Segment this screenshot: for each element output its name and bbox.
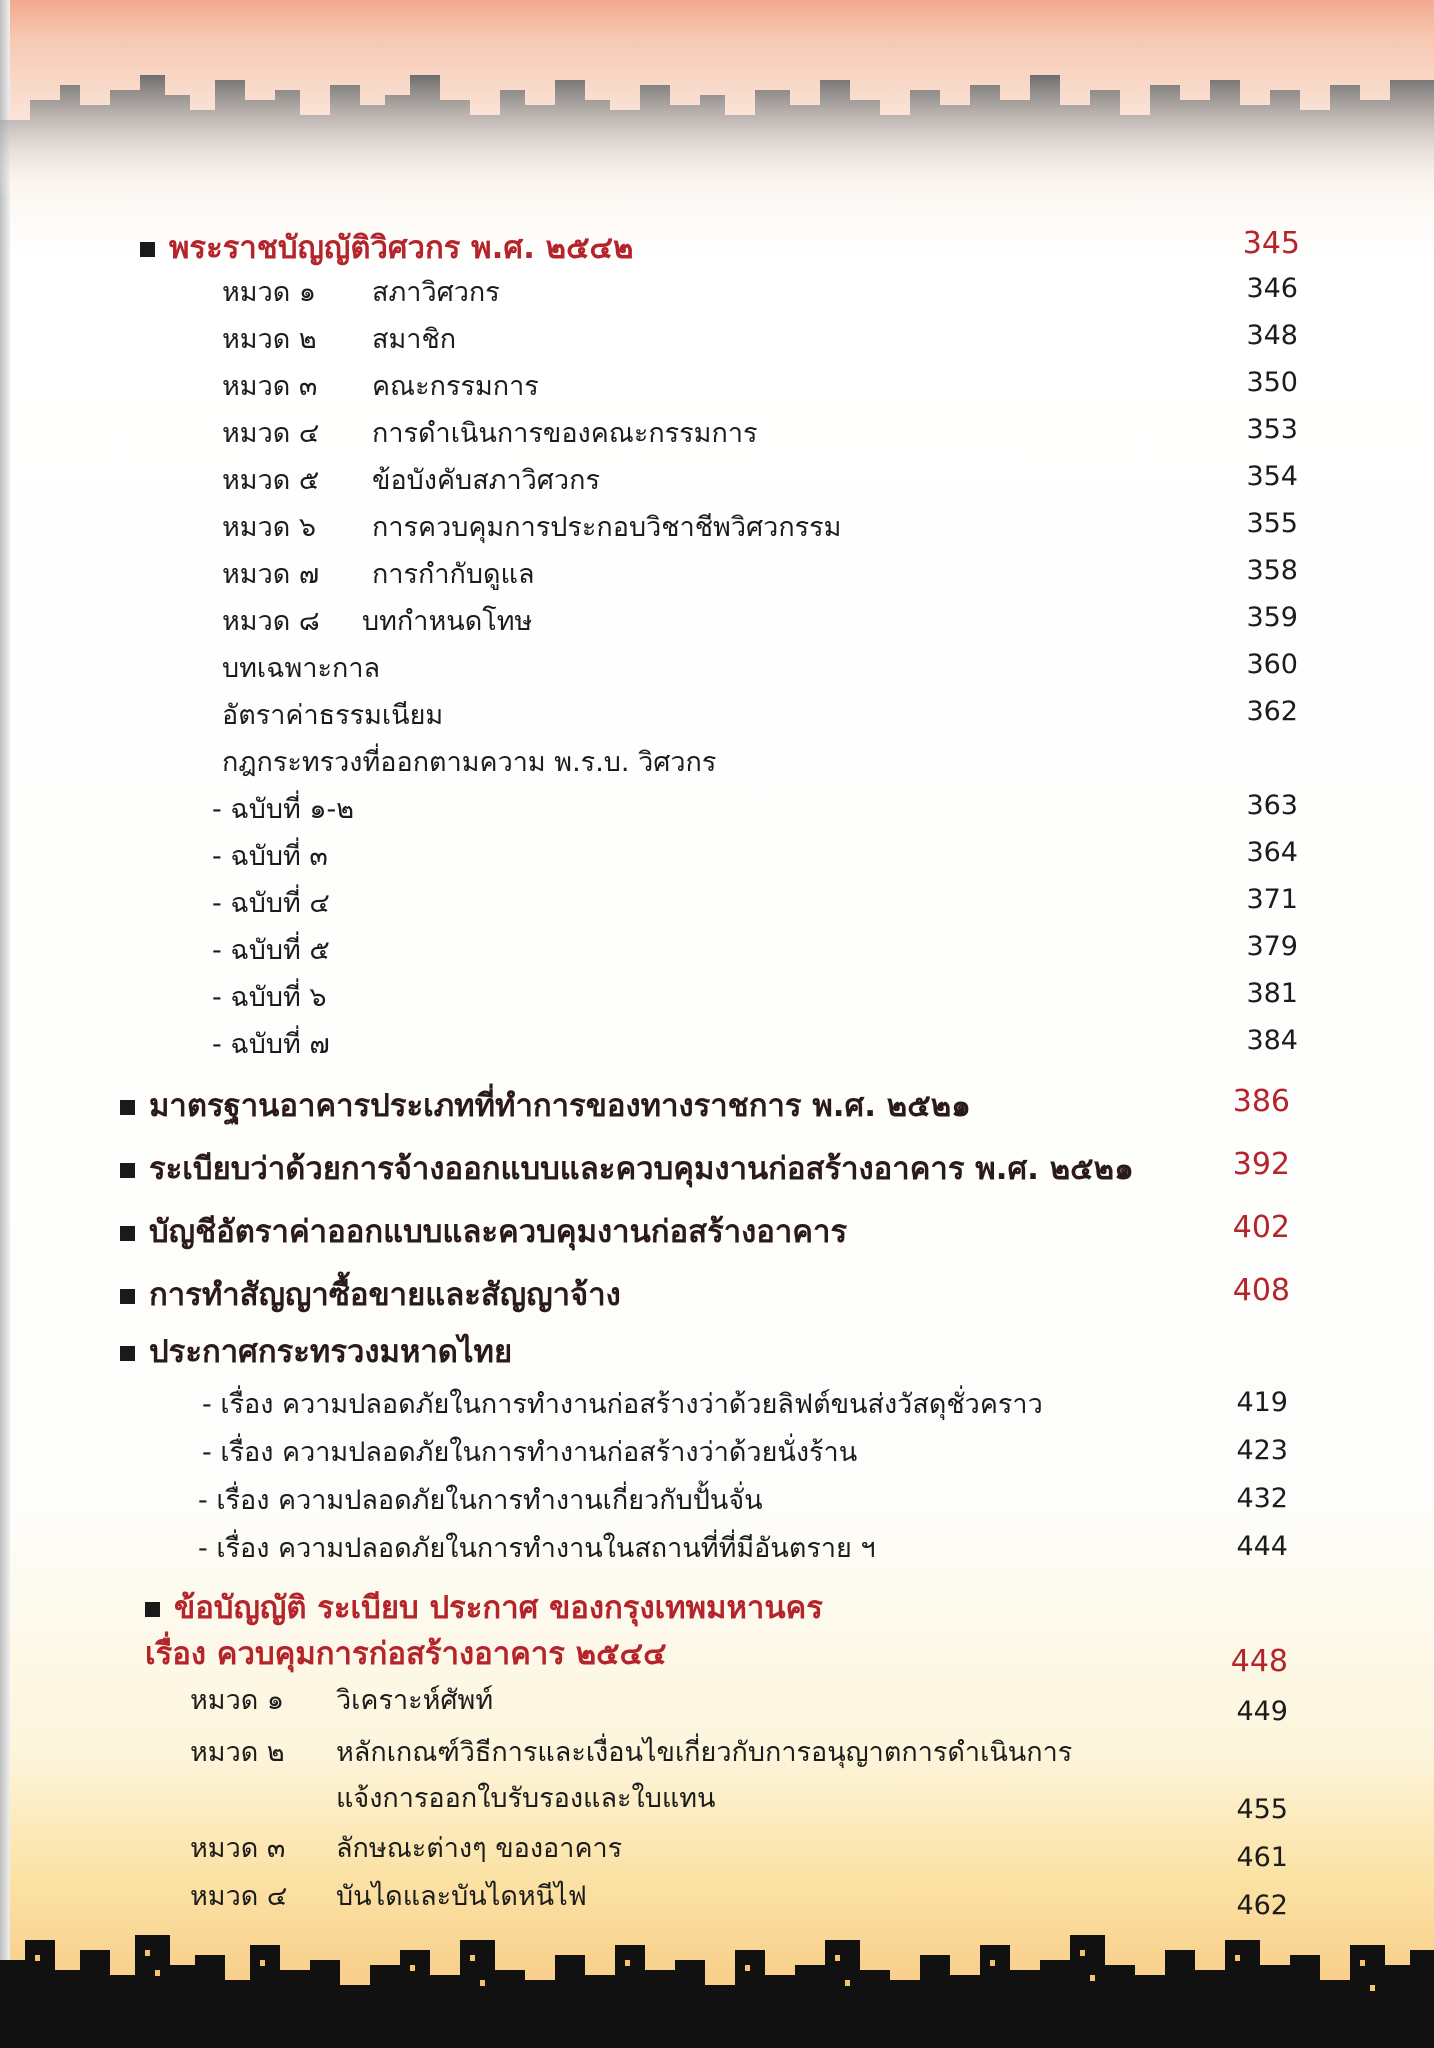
edition-row: - ฉบับที่ ๖ <box>212 982 327 1013</box>
announcement-row: - เรื่อง ความปลอดภัยในการทำงานก่อสร้างว่าด้วยลิฟต์ขนส่งวัสดุชั่วคราว <box>202 1389 1043 1420</box>
edition-row: - ฉบับที่ ๕ <box>212 935 330 966</box>
page-number: 354 <box>1246 461 1298 492</box>
ministerial-regulations-heading: กฎกระทรวงที่ออกตามความ พ.ร.บ. วิศวกร <box>222 747 717 778</box>
chapter-row <box>190 1826 622 1869</box>
page-number: 384 <box>1246 1025 1298 1056</box>
edition-row: - ฉบับที่ ๑-๒ <box>212 794 355 825</box>
chapter-title: คณะกรรมการ <box>372 371 539 402</box>
section-subtitle-building-control: เรื่อง ควบคุมการก่อสร้างอาคาร ๒๕๔๔ <box>145 1636 667 1672</box>
section-title-design-fee-schedule <box>120 1206 847 1256</box>
section-title-text: การทำสัญญาซื้อขายและสัญญาจ้าง <box>149 1277 621 1313</box>
edition-row: - ฉบับที่ ๗ <box>212 1029 330 1060</box>
chapter-row <box>190 1678 493 1721</box>
page-number: 358 <box>1246 555 1298 586</box>
chapter-title: การควบคุมการประกอบวิชาชีพวิศวกรรม <box>372 512 842 543</box>
page-number: 462 <box>1236 1890 1288 1921</box>
section-title-interior-ministry-announcement <box>120 1326 512 1376</box>
page-number: 381 <box>1246 978 1298 1009</box>
page-number: 386 <box>1232 1084 1290 1119</box>
page-number: 348 <box>1246 320 1298 351</box>
chapter-label: หมวด ๕ <box>222 465 320 496</box>
section-title-govt-building-standard <box>120 1080 971 1130</box>
chapter-label: หมวด ๒ <box>222 324 317 355</box>
chapter-row <box>222 458 600 501</box>
chapter-row <box>222 599 532 642</box>
chapter-label: หมวด ๑ <box>222 277 317 308</box>
page-number: 362 <box>1246 696 1298 727</box>
chapter-label: หมวด ๔ <box>190 1881 288 1912</box>
section-title-bangkok-regulation <box>145 1582 823 1632</box>
section-title-text: ข้อบัญญัติ ระเบียบ ประกาศ ของกรุงเทพมหานคร <box>174 1590 823 1626</box>
page-number: 353 <box>1246 414 1298 445</box>
section-title-engineer-act <box>140 222 633 272</box>
announcement-row: - เรื่อง ความปลอดภัยในการทำงานในสถานที่ที่มีอันตราย ฯ <box>198 1533 876 1564</box>
page-number: 379 <box>1246 931 1298 962</box>
chapter-label: หมวด ๒ <box>190 1737 285 1768</box>
chapter-row <box>222 364 539 407</box>
section-title-text: พระราชบัญญัติวิศวกร พ.ศ. ๒๕๔๒ <box>169 230 634 266</box>
section-title-text: ระเบียบว่าด้วยการจ้างออกแบบและควบคุมงานก่อสร้างอาคาร พ.ศ. ๒๕๒๑ <box>149 1151 1134 1187</box>
square-bullet-icon <box>140 242 155 257</box>
section-title-text: มาตรฐานอาคารประเภทที่ทำการของทางราชการ พ.ศ. ๒๕๒๑ <box>149 1088 971 1124</box>
chapter-title: ลักษณะต่างๆ ของอาคาร <box>336 1833 623 1864</box>
page-number: 345 <box>1242 226 1300 261</box>
chapter-title: การกำกับดูแล <box>372 559 535 590</box>
page-number: 364 <box>1246 837 1298 868</box>
chapter-title-continued: แจ้งการออกใบรับรองและใบแทน <box>336 1783 716 1814</box>
chapter-title: บันไดและบันไดหนีไฟ <box>336 1881 587 1912</box>
page-number: 444 <box>1236 1531 1288 1562</box>
chapter-row <box>222 270 500 313</box>
skyline-bottom-decoration <box>0 1920 1434 2048</box>
page-number: 346 <box>1246 273 1298 304</box>
square-bullet-icon <box>120 1100 135 1115</box>
chapter-title: วิเคราะห์ศัพท์ <box>336 1685 494 1716</box>
chapter-label: หมวด ๓ <box>190 1833 286 1864</box>
page-number: 419 <box>1236 1387 1288 1418</box>
page-number: 432 <box>1236 1483 1288 1514</box>
chapter-title: หลักเกณฑ์วิธีการและเงื่อนไขเกี่ยวกับการอนุญาตการดำเนินการ <box>336 1737 1073 1768</box>
section-title-design-hiring-regulation <box>120 1143 1134 1193</box>
chapter-row <box>222 317 456 360</box>
announcement-row: - เรื่อง ความปลอดภัยในการทำงานเกี่ยวกับปั้นจั่น <box>198 1485 763 1516</box>
chapter-title: สมาชิก <box>372 324 457 355</box>
page-number: 423 <box>1236 1435 1288 1466</box>
chapter-row <box>222 505 841 548</box>
page-number: 355 <box>1246 508 1298 539</box>
square-bullet-icon <box>120 1226 135 1241</box>
book-spine-edge <box>0 0 10 2048</box>
chapter-label: หมวด ๓ <box>222 371 318 402</box>
section-title-text: บัญชีอัตราค่าออกแบบและควบคุมงานก่อสร้างอาคาร <box>149 1214 848 1250</box>
skyline-top-decoration <box>0 60 1434 200</box>
chapter-row <box>190 1730 1072 1773</box>
section-title-text: ประกาศกระทรวงมหาดไทย <box>149 1334 513 1370</box>
page-number: 448 <box>1230 1644 1288 1679</box>
chapter-title: บทกำหนดโทษ <box>362 606 533 637</box>
announcement-row: - เรื่อง ความปลอดภัยในการทำงานก่อสร้างว่าด้วยนั่งร้าน <box>202 1437 858 1468</box>
chapter-label: หมวด ๑ <box>190 1685 285 1716</box>
edition-row: - ฉบับที่ ๓ <box>212 841 328 872</box>
square-bullet-icon <box>120 1289 135 1304</box>
page-number: 392 <box>1232 1147 1290 1182</box>
section-title-contracts <box>120 1269 621 1319</box>
transitional-provisions: บทเฉพาะกาล <box>222 653 381 684</box>
chapter-title: การดำเนินการของคณะกรรมการ <box>372 418 758 449</box>
page-number: 449 <box>1236 1696 1288 1727</box>
page-number: 408 <box>1232 1273 1290 1308</box>
chapter-row <box>222 411 758 454</box>
page-number: 371 <box>1246 884 1298 915</box>
square-bullet-icon <box>120 1346 135 1361</box>
chapter-label: หมวด ๗ <box>222 559 320 590</box>
square-bullet-icon <box>145 1602 160 1617</box>
chapter-row <box>222 552 535 595</box>
page-number: 350 <box>1246 367 1298 398</box>
chapter-label: หมวด ๖ <box>222 512 317 543</box>
page-number: 360 <box>1246 649 1298 680</box>
page-number: 461 <box>1236 1842 1288 1873</box>
fee-rates: อัตราค่าธรรมเนียม <box>222 700 444 731</box>
chapter-title: สภาวิศวกร <box>372 277 500 308</box>
chapter-row <box>190 1874 587 1917</box>
chapter-label: หมวด ๘ <box>222 606 320 637</box>
chapter-title: ข้อบังคับสภาวิศวกร <box>372 465 600 496</box>
edition-row: - ฉบับที่ ๔ <box>212 888 330 919</box>
page-number: 363 <box>1246 790 1298 821</box>
chapter-label: หมวด ๔ <box>222 418 320 449</box>
page-number: 402 <box>1232 1210 1290 1245</box>
square-bullet-icon <box>120 1163 135 1178</box>
page-number: 455 <box>1236 1794 1288 1825</box>
page-number: 359 <box>1246 602 1298 633</box>
